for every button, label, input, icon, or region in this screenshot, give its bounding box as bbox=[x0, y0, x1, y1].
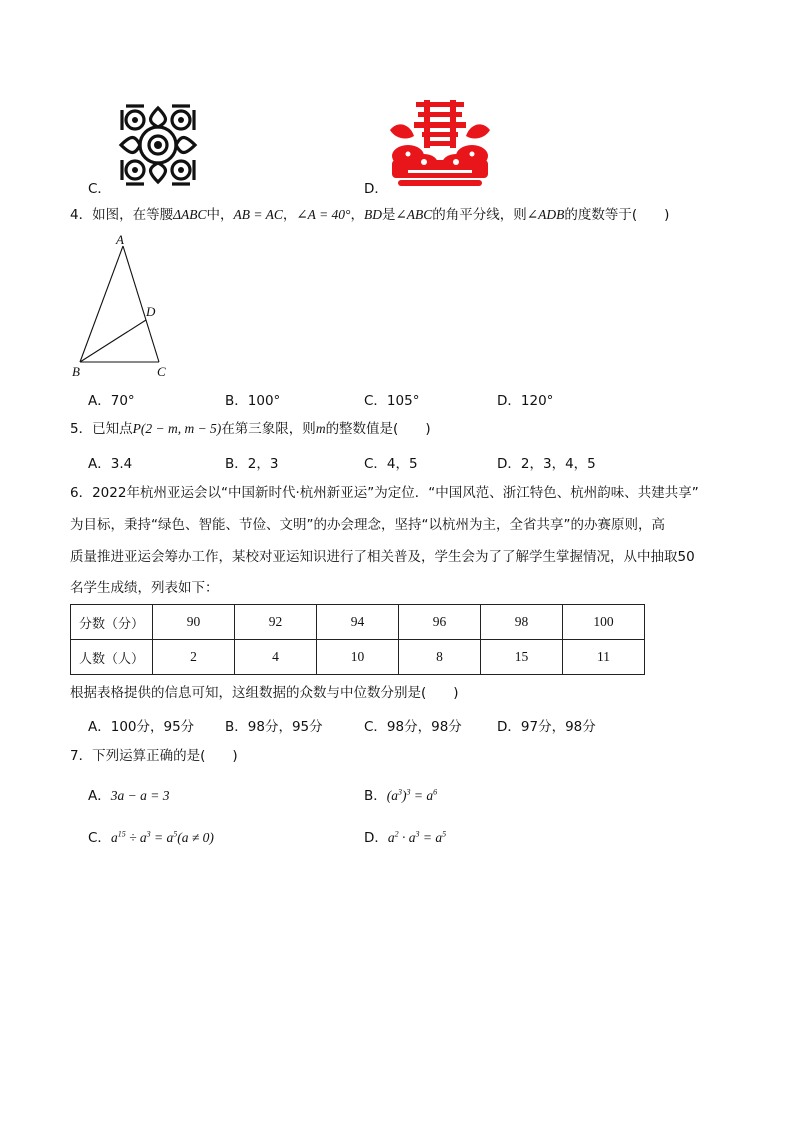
q5-stem bbox=[70, 419, 431, 439]
q6-option-d: D．97分，98分 bbox=[497, 719, 596, 735]
q4-angle-abc: ∠ABC bbox=[395, 207, 433, 222]
q7-option-c bbox=[88, 826, 214, 846]
q3-option-c-label: C． bbox=[88, 181, 111, 197]
q6-option-c: C．98分，98分 bbox=[364, 719, 462, 735]
q7-c-exp2: 3 bbox=[146, 829, 151, 839]
q7-d-exp3: 5 bbox=[442, 829, 447, 839]
side-ab bbox=[80, 246, 123, 362]
q5-text-c: 的整数值是( ) bbox=[325, 421, 431, 437]
q7-b-close: ) bbox=[402, 788, 407, 803]
q7-c-base: a bbox=[110, 830, 118, 845]
q7-option-b bbox=[364, 784, 437, 804]
q7-d-dot: · a bbox=[398, 830, 416, 845]
table-header-count: 人数（人） bbox=[71, 640, 153, 675]
q3-option-d-label: D． bbox=[364, 181, 388, 197]
q7-option-b-label: B． bbox=[364, 788, 387, 804]
q5-text-b: 在第三象限，则 bbox=[221, 421, 316, 437]
q6-line-2: 为目标，秉持“绿色、智能、节俭、文明”的办会理念，坚持“以杭州为主，全省共享”的办赛原则，高 bbox=[70, 517, 665, 533]
q5-number: 5． bbox=[70, 421, 93, 437]
q7-option-c-label: C． bbox=[88, 830, 111, 846]
q4-angle-adb: ∠ADB bbox=[526, 207, 565, 222]
q7-option-d bbox=[364, 826, 446, 846]
q7-b-exp-res: 6 bbox=[433, 787, 438, 797]
ornament-pattern-image bbox=[118, 100, 198, 190]
q5-option-d: D．2，3，4，5 bbox=[497, 456, 596, 472]
q7-d-eq: = a bbox=[419, 830, 443, 845]
q6-option-b: B．98分，95分 bbox=[225, 719, 323, 735]
q4-number: 4． bbox=[70, 207, 93, 223]
table-header-score: 分数（分） bbox=[71, 605, 153, 640]
q4-option-d: D．120° bbox=[497, 393, 554, 409]
table-cell: 8 bbox=[399, 640, 481, 675]
table-row-counts bbox=[71, 640, 645, 675]
q7-d-base: a bbox=[387, 830, 395, 845]
vertex-label-b: B bbox=[72, 364, 80, 379]
q4-eq1: AB = AC bbox=[233, 207, 283, 222]
q4-stem bbox=[70, 205, 669, 225]
q7-c-div: ÷ a bbox=[125, 830, 147, 845]
q7-b-base: (a bbox=[386, 788, 399, 803]
q5-text-a: 已知点 bbox=[92, 421, 133, 437]
q4-text-b: 中， bbox=[206, 207, 234, 223]
table-cell: 10 bbox=[317, 640, 399, 675]
double-happiness-papercut-image bbox=[388, 100, 492, 188]
q6-question: 根据表格提供的信息可知，这组数据的众数与中位数分别是( ) bbox=[70, 685, 459, 701]
table-row-scores bbox=[71, 605, 645, 640]
q6-line-1: 6．2022年杭州亚运会以“中国新时代·杭州新亚运”为定位．“中国风范、浙江特色、杭州韵味、共建共享” bbox=[70, 485, 699, 501]
q5-option-c: C．4，5 bbox=[364, 456, 418, 472]
table-cell: 92 bbox=[235, 605, 317, 640]
q7-option-a-expr: 3a − a = 3 bbox=[110, 788, 170, 803]
q5-point: P(2 − m, m − 5) bbox=[132, 421, 222, 436]
score-table bbox=[70, 604, 645, 675]
vertex-label-d: D bbox=[146, 304, 156, 319]
q4-eq2: ∠A = 40° bbox=[296, 207, 351, 222]
q7-text: 下列运算正确的是( ) bbox=[92, 748, 238, 764]
q7-number: 7． bbox=[70, 748, 93, 764]
table-cell: 90 bbox=[153, 605, 235, 640]
table-cell: 2 bbox=[153, 640, 235, 675]
vertex-label-a: A bbox=[116, 232, 124, 247]
q4-text-a: 如图，在等腰 bbox=[92, 207, 174, 223]
table-cell: 100 bbox=[563, 605, 645, 640]
table-cell: 94 bbox=[317, 605, 399, 640]
q7-c-eq: = a bbox=[150, 830, 174, 845]
table-cell: 11 bbox=[563, 640, 645, 675]
q5-option-b: B．2，3 bbox=[225, 456, 279, 472]
q4-text-e: 的度数等于( ) bbox=[564, 207, 670, 223]
q7-stem bbox=[70, 746, 238, 766]
q7-b-eq: = a bbox=[410, 788, 434, 803]
q4-option-a: A．70° bbox=[88, 393, 135, 409]
q7-c-exp1: 15 bbox=[117, 829, 126, 839]
table-cell: 15 bbox=[481, 640, 563, 675]
table-cell: 4 bbox=[235, 640, 317, 675]
q4-triangle: ΔABC bbox=[173, 207, 207, 222]
q6-line-3: 质量推进亚运会筹办工作，某校对亚运知识进行了相关普及，学生会为了了解学生掌握情况，从中抽取50 bbox=[70, 549, 695, 565]
q7-c-exp3: 5 bbox=[173, 829, 178, 839]
q4-triangle-figure bbox=[66, 232, 176, 380]
q7-option-d-label: D． bbox=[364, 830, 388, 846]
q4-sep1: ， bbox=[282, 207, 297, 223]
q7-c-cond: (a ≠ 0) bbox=[177, 830, 214, 845]
q4-bd: BD bbox=[363, 207, 382, 222]
q6-option-a: A．100分，95分 bbox=[88, 719, 195, 735]
q7-d-exp2: 3 bbox=[415, 829, 420, 839]
q6-line-4: 名学生成绩，列表如下： bbox=[70, 580, 219, 596]
q7-d-exp1: 2 bbox=[394, 829, 399, 839]
table-cell: 98 bbox=[481, 605, 563, 640]
vertex-label-c: C bbox=[157, 364, 166, 379]
q4-option-c: C．105° bbox=[364, 393, 420, 409]
segment-bd bbox=[80, 320, 146, 362]
table-cell: 96 bbox=[399, 605, 481, 640]
q5-option-a: A．3.4 bbox=[88, 456, 133, 472]
q7-b-exp-out: 3 bbox=[406, 787, 411, 797]
q7-option-a-label: A． bbox=[88, 788, 111, 804]
q4-text-d: 的角平分线，则 bbox=[432, 207, 527, 223]
q4-text-c: 是 bbox=[381, 207, 396, 223]
q4-sep2: ， bbox=[350, 207, 364, 223]
q7-b-exp-in: 3 bbox=[398, 787, 403, 797]
q5-m: m bbox=[315, 421, 326, 436]
q4-option-b: B．100° bbox=[225, 393, 281, 409]
q7-option-a bbox=[88, 784, 169, 804]
